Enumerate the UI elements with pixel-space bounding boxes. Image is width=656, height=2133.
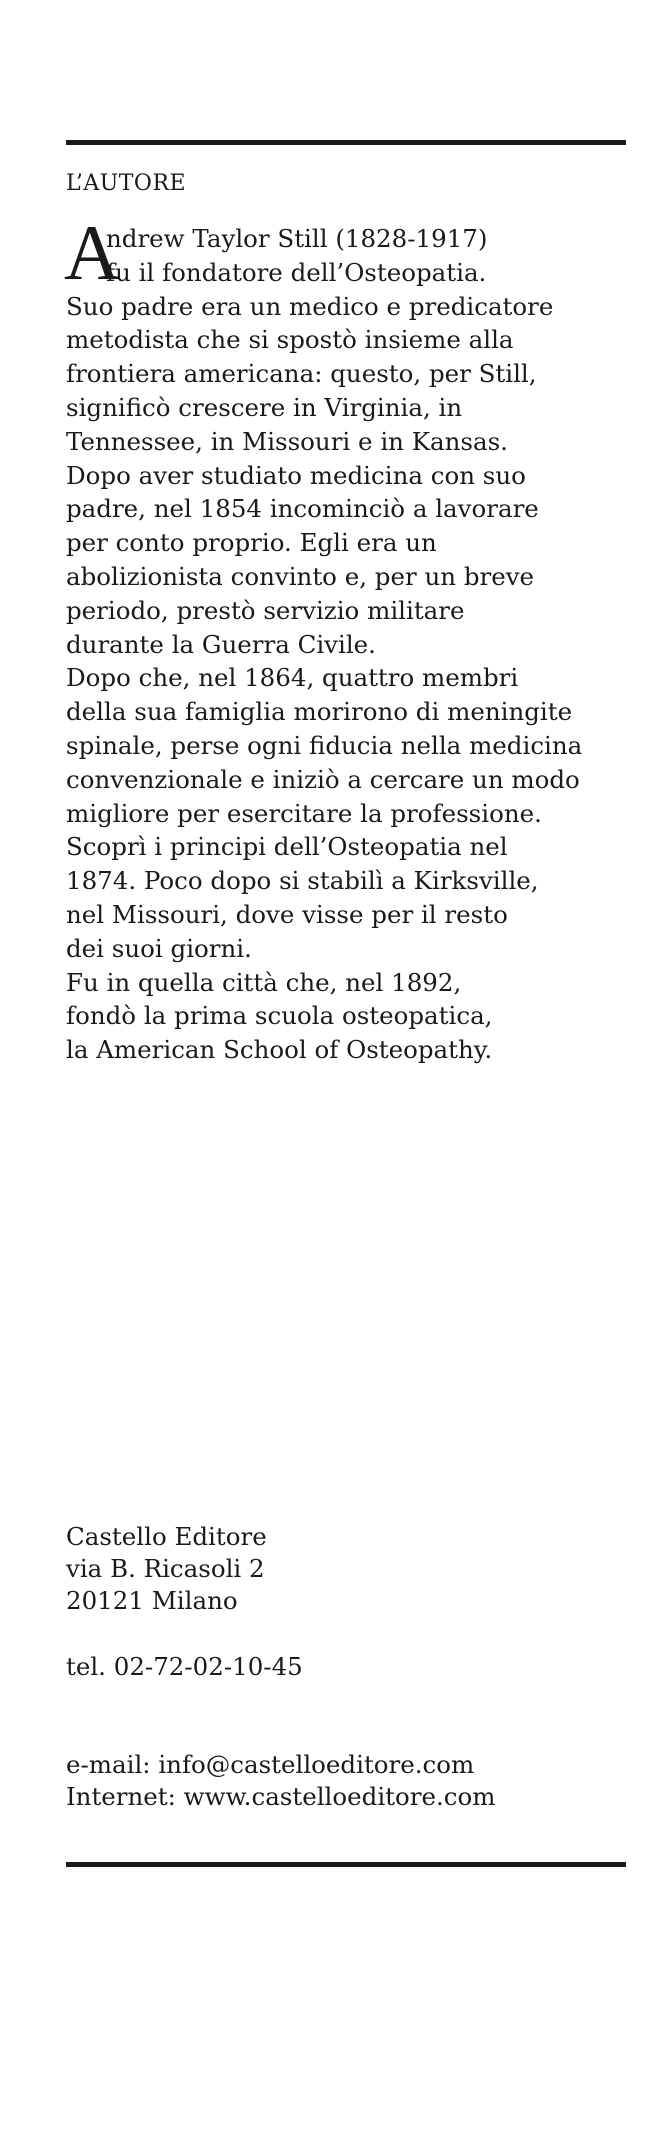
bio-line: Dopo aver studiato medicina con suo (66, 460, 526, 490)
bio-line: dei suoi giorni. (66, 933, 252, 963)
top-rule (66, 140, 626, 145)
bio-line: migliore per esercitare la professione. (66, 798, 542, 828)
bio-line: durante la Guerra Civile. (66, 629, 376, 659)
bio-line: spinale, perse ogni fiducia nella medicina (66, 730, 583, 760)
bio-line: abolizionista convinto e, per un breve (66, 561, 535, 591)
bio-line: Dopo che, nel 1864, quattro membri (66, 663, 519, 693)
bio-line: per conto proprio. Egli era un (66, 528, 437, 558)
drop-cap: A (64, 209, 121, 296)
bio-line: metodista che si spostò insieme alla (66, 325, 514, 355)
bio-line: Scoprì i principi dell’Osteopatia nel (66, 832, 508, 862)
bio-opening (64, 209, 636, 296)
bio-line: periodo, prestò servizio militare (66, 595, 465, 625)
publisher-street: via B. Ricasoli 2 (66, 1554, 265, 1583)
publisher-phone: tel. 02-72-02-10-45 (66, 1652, 303, 1681)
bio-line: fu il fondatore dell’Osteopatia. (106, 257, 487, 287)
bio-line: Fu in quella città che, nel 1892, (66, 967, 462, 997)
bio-line: Tennessee, in Missouri e in Kansas. (66, 426, 508, 456)
bio-line: della sua famiglia morirono di meningite (66, 697, 573, 727)
bio-line: 1874. Poco dopo si stabilì a Kirksville, (66, 866, 539, 896)
publisher-website: Internet: www.castelloeditore.com (66, 1782, 496, 1811)
bio-line: padre, nel 1854 incominciò a lavorare (66, 494, 539, 524)
bio-line: nel Missouri, dove visse per il resto (66, 899, 508, 929)
bio-line: convenzionale e iniziò a cercare un modo (66, 764, 580, 794)
bio-line: Suo padre era un medico e predicatore (66, 291, 554, 321)
publisher-email: e-mail: info@castelloeditore.com (66, 1750, 475, 1779)
bio-line: significò crescere in Virginia, in (66, 392, 463, 422)
bottom-rule (66, 1862, 626, 1867)
bio-line: frontiera americana: questo, per Still, (66, 359, 537, 389)
publisher-name: Castello Editore (66, 1522, 267, 1551)
publisher-city: 20121 Milano (66, 1586, 238, 1615)
bio-line: fondò la prima scuola osteopatica, (66, 1001, 493, 1031)
bio-line: ndrew Taylor Still (1828-1917) (106, 224, 488, 253)
section-title: L’AUTORE (66, 171, 187, 196)
bio-line: la American School of Osteopathy. (66, 1035, 493, 1065)
publisher-contact (66, 1521, 495, 1813)
author-biography (64, 209, 636, 1067)
